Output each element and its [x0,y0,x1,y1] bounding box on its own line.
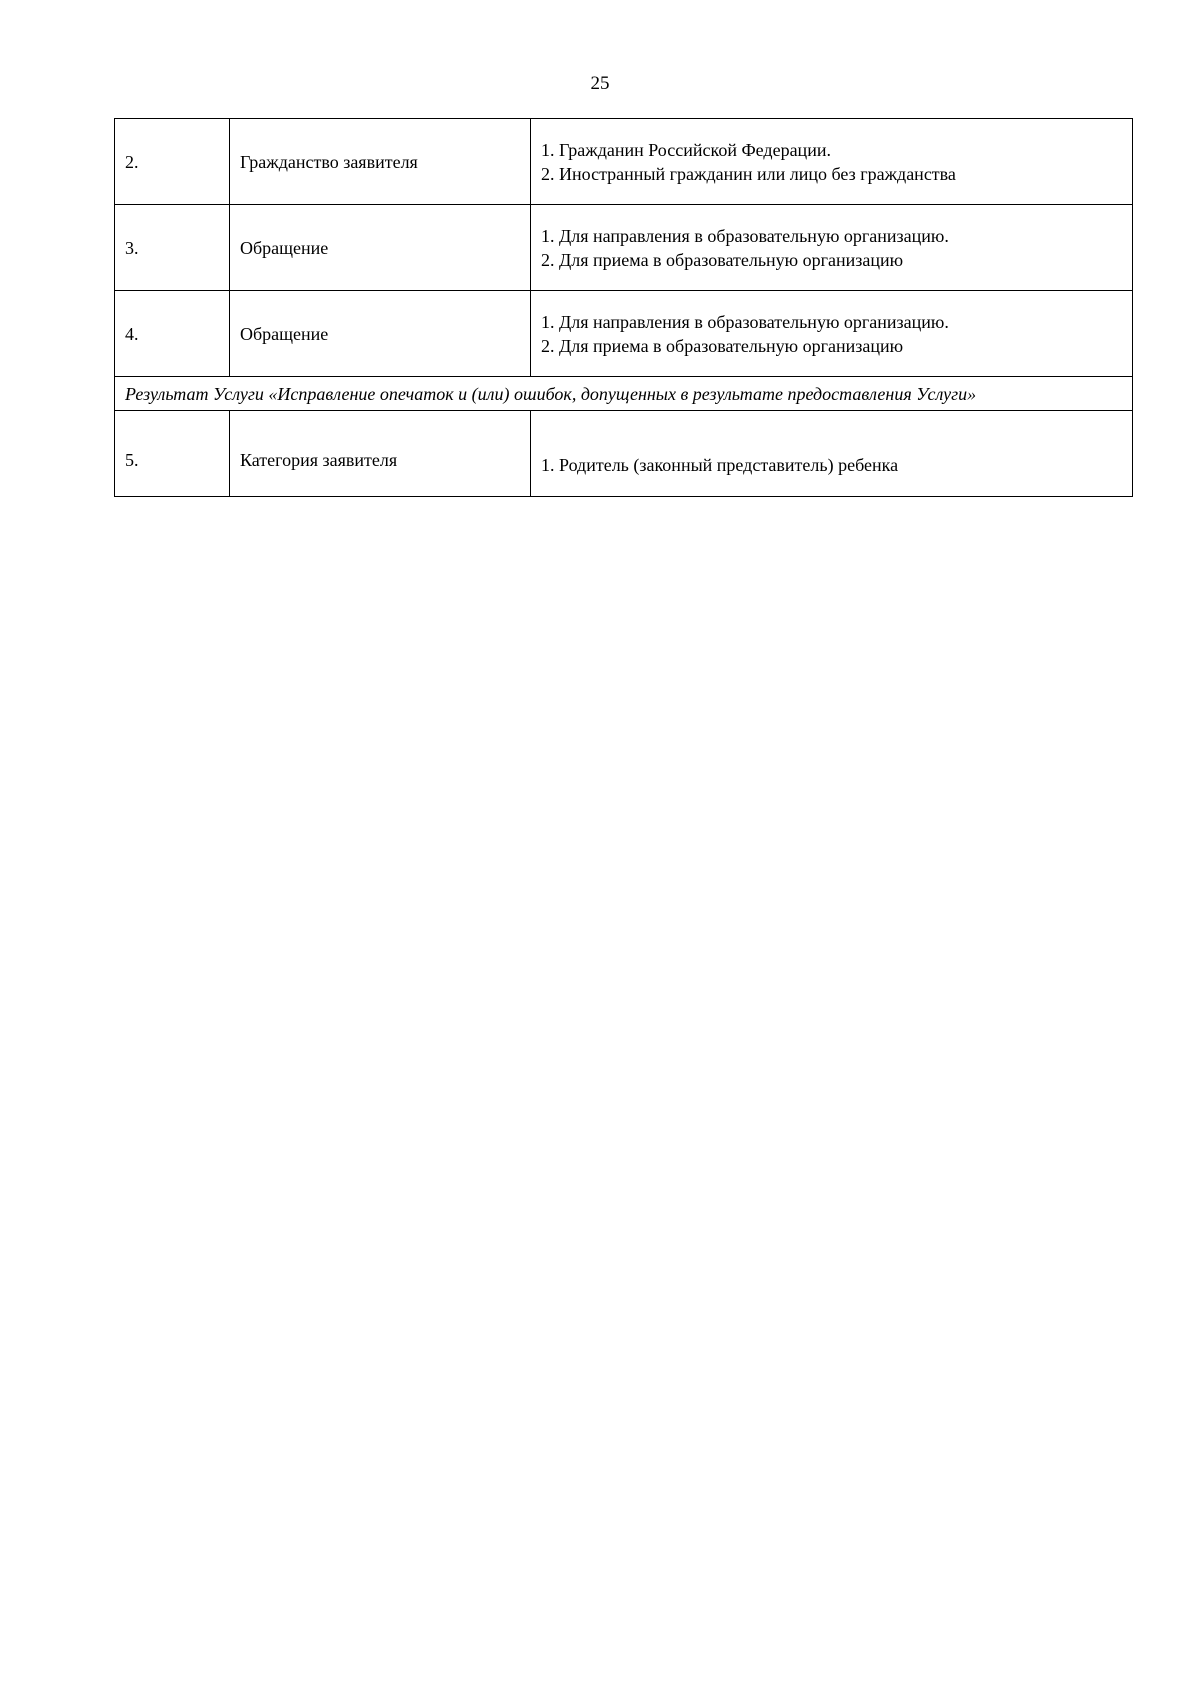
row-parameter: Обращение [230,205,531,291]
row-number: 2. [115,119,230,205]
criteria-table [114,118,1133,497]
table-row [115,119,1133,205]
row-number: 4. [115,291,230,377]
row-values [531,119,1133,205]
section-header: Результат Услуги «Исправление опечаток и (или) ошибок, допущенных в результате предоставления Услуги» [115,377,1133,411]
value-item: 1. Гражданин Российской Федерации. [541,139,831,160]
value-item: 2. Для приема в образовательную организацию [541,335,904,356]
table-row [115,411,1133,497]
value-item: 1. Для направления в образовательную организацию. [541,311,949,332]
row-values [531,411,1133,497]
value-item: 2. Для приема в образовательную организацию [541,249,904,270]
table-row [115,205,1133,291]
value-item: 2. Иностранный гражданин или лицо без гражданства [541,163,956,184]
row-parameter: Гражданство заявителя [230,119,531,205]
section-header-row [115,377,1133,411]
row-values [531,205,1133,291]
row-number: 3. [115,205,230,291]
value-item: 1. Родитель (законный представитель) ребенка [541,454,899,475]
row-parameter: Обращение [230,291,531,377]
page-number: 25 [590,73,610,94]
row-values [531,291,1133,377]
row-number: 5. [115,411,230,497]
table-row [115,291,1133,377]
row-parameter: Категория заявителя [230,411,531,497]
value-item: 1. Для направления в образовательную организацию. [541,225,949,246]
